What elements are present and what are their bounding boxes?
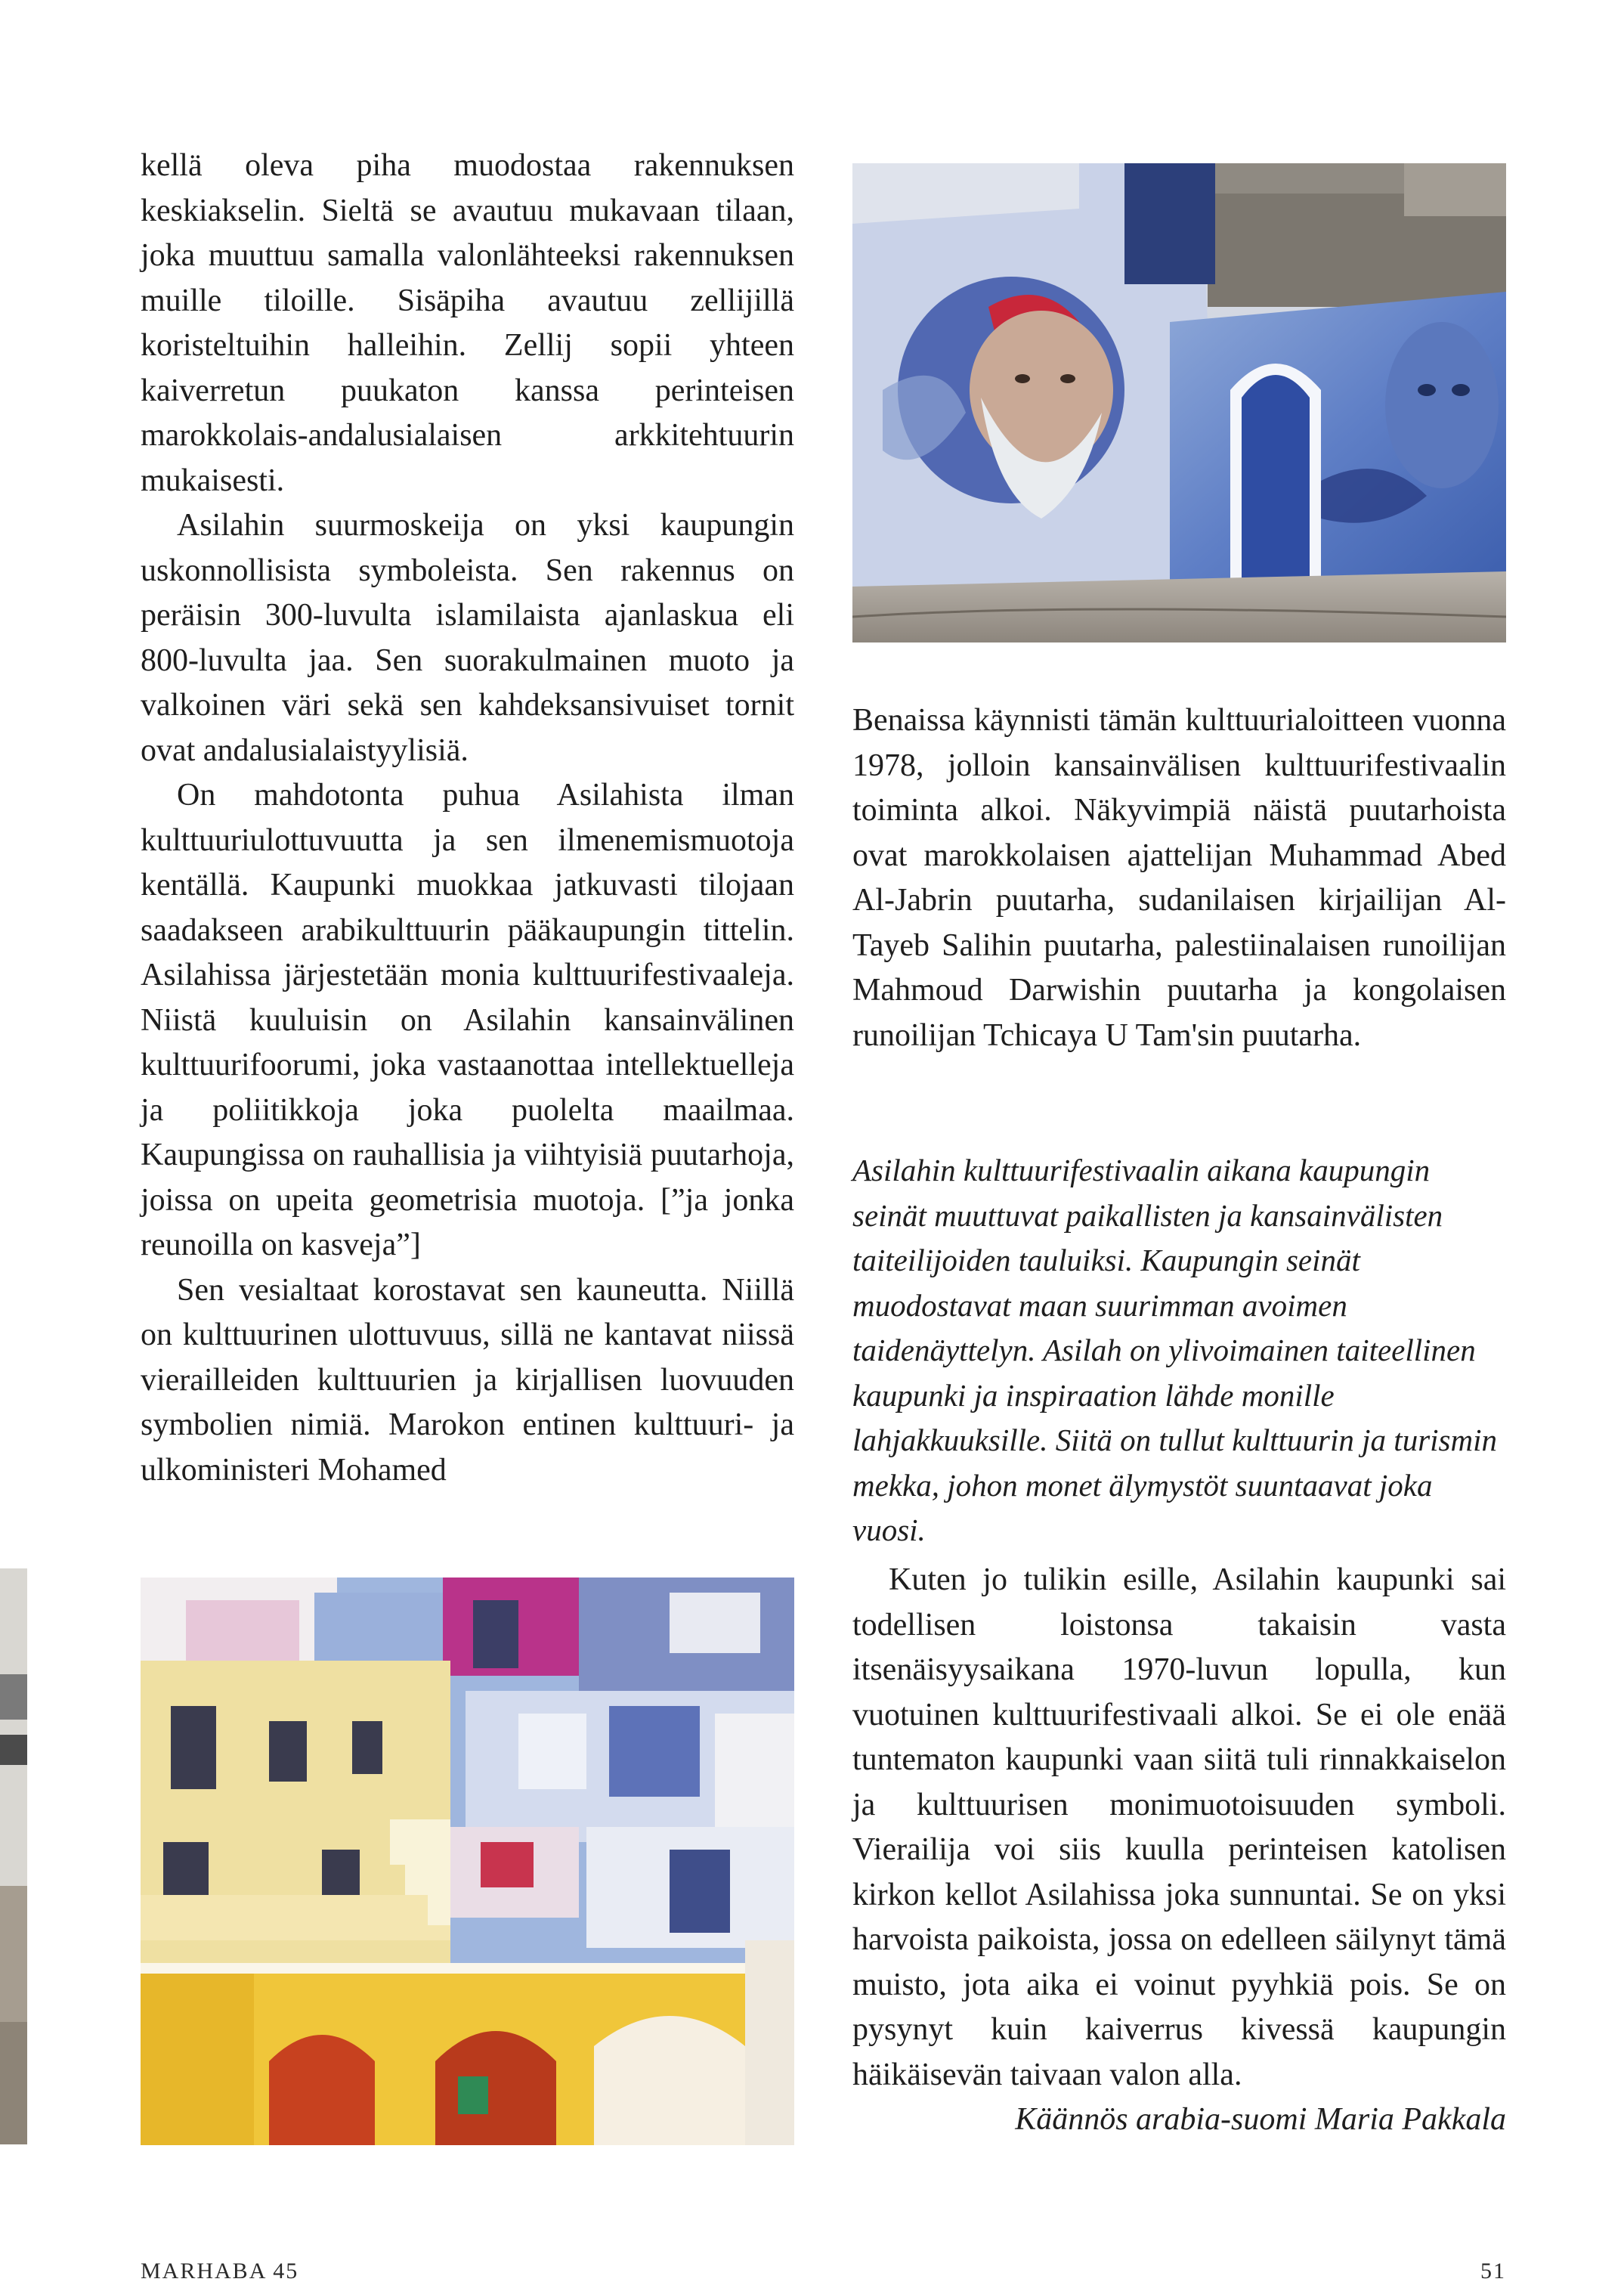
paragraph: kellä oleva piha muodostaa rakennuksen keskiakselin. Sieltä se avautuu mukavaan tilaan, joka muuttuu samalla valonlähteeksi rakennuksen muille tiloille. Sisäpiha avautuu zellijillä koristeltuihin halleihin. Zellij sopii yhteen kaiverretun puukaton kanssa perinteisen marokkolais-andalusialaisen arkkitehtuurin mukaisesti. [141,148,794,498]
paragraph: On mahdotonta puhua Asilahista ilman kulttuuriulottuvuutta ja sen ilmenemismuotoja kentällä. Kaupunki muokkaa jatkuvasti tilojaan saadakseen arabikulttuurin pääkaupungin tittelin. Asilahissa järjestetään monia kulttuurifestivaaleja. Niistä kuuluisin on Asilahin kansainvälinen kulttuurifoorumi, joka vastaanottaa intellektuelleja ja poliitikkoja joka puolelta maailmaa. Kaupungissa on rauhallisia ja viihtyisiä puutarhoja, joissa on upeita geometrisia muotoja. [”ja jonka reunoilla on kasveja”] [141,778,794,1262]
paragraph: Asilahin suurmoskeija on yksi kaupungin uskonnollisista symboleista. Sen rakennus on peräisin 300-luvulta islamilaista ajanlaskua eli 800-luvulta jaa. Sen suorakulmainen muoto ja valkoinen väri sekä sen kahdeksansivuiset tornit ovat andalusialaistyylisiä. [141,508,794,768]
paragraph: Sen vesialtaat korostavat sen kauneutta. Niillä on kulttuurinen ulottuvuus, sillä ne kantavat niissä vierailleiden kulttuurien ja kirjallisen luovuuden symbolien nimiä. Marokon entinen kulttuuri- ja ulkoministeri Mohamed [141,1272,794,1488]
photo-caption [852,1148,1506,1553]
paragraph: Kuten jo tulikin esille, Asilahin kaupunki sai todellisen loistonsa takaisin vasta itsenäisyysaikana 1970-luvun lopulla, kun vuotuinen kulttuurifestivaali alkoi. Se ei ole enää tuntematon kaupunki vaan siitä tuli rinnakkaiselon ja kulttuurisen monimuotoisuuden symboli. Vierailija voi siis kuulla perinteisen katolisen kirkon kellot Asilahissa joka sunnuntai. Se on yksi harvoista paikoista, jossa on edelleen säilynyt tämä muisto, jota aika ei voinut pyyhkiä pois. Se on pysynyt kuin kaiverrus kivessä kaupungin häikäisevän taivaan valon alla. [852,1562,1506,2092]
right-text-column-bottom [852,1558,1506,2143]
translation-credit: Käännös arabia-suomi Maria Pakkala [1015,2102,1506,2137]
colorful-houses-photo [141,1578,794,2145]
footer-page-number: 51 [1480,2259,1506,2283]
footer-magazine-issue: MARHABA 45 [141,2259,299,2283]
right-text-column-top [852,698,1506,1058]
edge-photo-strip [0,1568,27,2144]
left-text-column [141,144,794,1493]
paragraph: Benaissa käynnisti tämän kulttuurialoitteen vuonna 1978, jolloin kansainvälisen kulttuurifestivaalin toiminta alkoi. Näkyvimpiä näistä puutarhoista ovat marokkolaisen ajattelijan Muhammad Abed Al-Jabrin puutarha, sudanilaisen kirjailijan Al-Tayeb Salihin puutarha, palestiinalaisen runoilijan Mahmoud Darwishin puutarha ja kongolaisen runoilijan Tchicaya U Tam'sin puutarha. [852,703,1506,1053]
street-mural-photo [852,163,1506,642]
caption-text: Asilahin kulttuurifestivaalin aikana kaupungin seinät muuttuvat paikallisten ja kansainvälisten taiteilijoiden tauluiksi. Kaupungin seinät muodostavat maan suurimman avoimen taidenäyttelyn. Asilah on ylivoimainen taiteellinen kaupunki ja inspiraation lähde monille lahjakkuuksille. Siitä on tullut kulttuurin ja turismin mekka, johon monet älymystöt suuntaavat joka vuosi. [852,1153,1497,1547]
